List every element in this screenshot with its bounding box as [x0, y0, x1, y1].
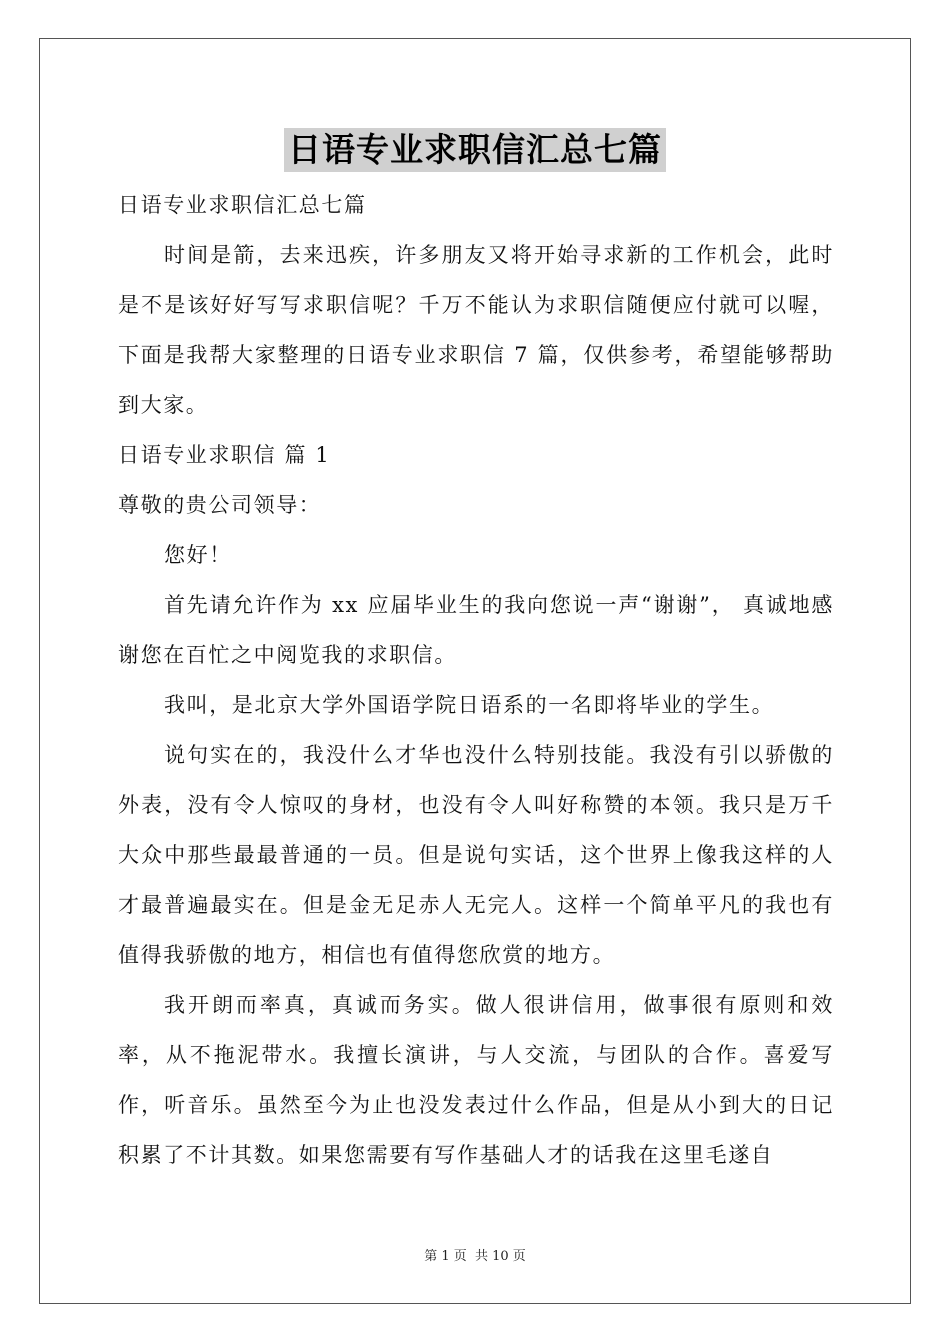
salutation: 尊敬的贵公司领导：: [118, 493, 322, 517]
paragraph-intro: 时间是箭，去来迅疾，许多朋友又将开始寻求新的工作机会，此时是不是该好好写写求职信呢？千万不能认为求职信随便应付就可以喔，下面是我帮大家整理的日语专业求职信 7 篇，仅供参考，希望能够帮助到大家。: [118, 243, 834, 417]
paragraph-subtitle: 日语专业求职信汇总七篇: [118, 193, 367, 217]
page-footer: [0, 1248, 950, 1266]
paragraph-personality: 我开朗而率真，真诚而务实。做人很讲信用，做事很有原则和效率，从不拖泥带水。我擅长演讲，与人交流，与团队的合作。喜爱写作，听音乐。虽然至今为止也没发表过什么作品，但是从小到大的日记积累了不计其数。如果您需要有写作基础人才的话我在这里毛遂自: [118, 993, 834, 1167]
section-heading: 日语专业求职信 篇 1: [118, 443, 331, 467]
paragraph-thanks: 首先请允许作为 xx 应届毕业生的我向您说一声“谢谢”， 真诚地感谢您在百忙之中阅览我的求职信。: [118, 593, 834, 667]
paragraph-introduction: 我叫，是北京大学外国语学院日语系的一名即将毕业的学生。: [164, 693, 775, 717]
paragraph-self-description: 说句实在的，我没什么才华也没什么特别技能。我没有引以骄傲的外表，没有令人惊叹的身材，也没有令人叫好称赞的本领。我只是万千大众中那些最最普通的一员。但是说句实话，这个世界上像我这样的人才最普遍最实在。但是金无足赤人无完人。这样一个简单平凡的我也有值得我骄傲的地方，相信也有值得您欣赏的地方。: [118, 743, 834, 967]
page-number: 第 1 页: [424, 1249, 467, 1264]
title-container: [0, 128, 950, 172]
page-total: 共 10 页: [474, 1249, 526, 1264]
document-title: 日语专业求职信汇总七篇: [284, 128, 666, 172]
document-body: [118, 180, 834, 1180]
greeting: 您好！: [164, 543, 232, 567]
